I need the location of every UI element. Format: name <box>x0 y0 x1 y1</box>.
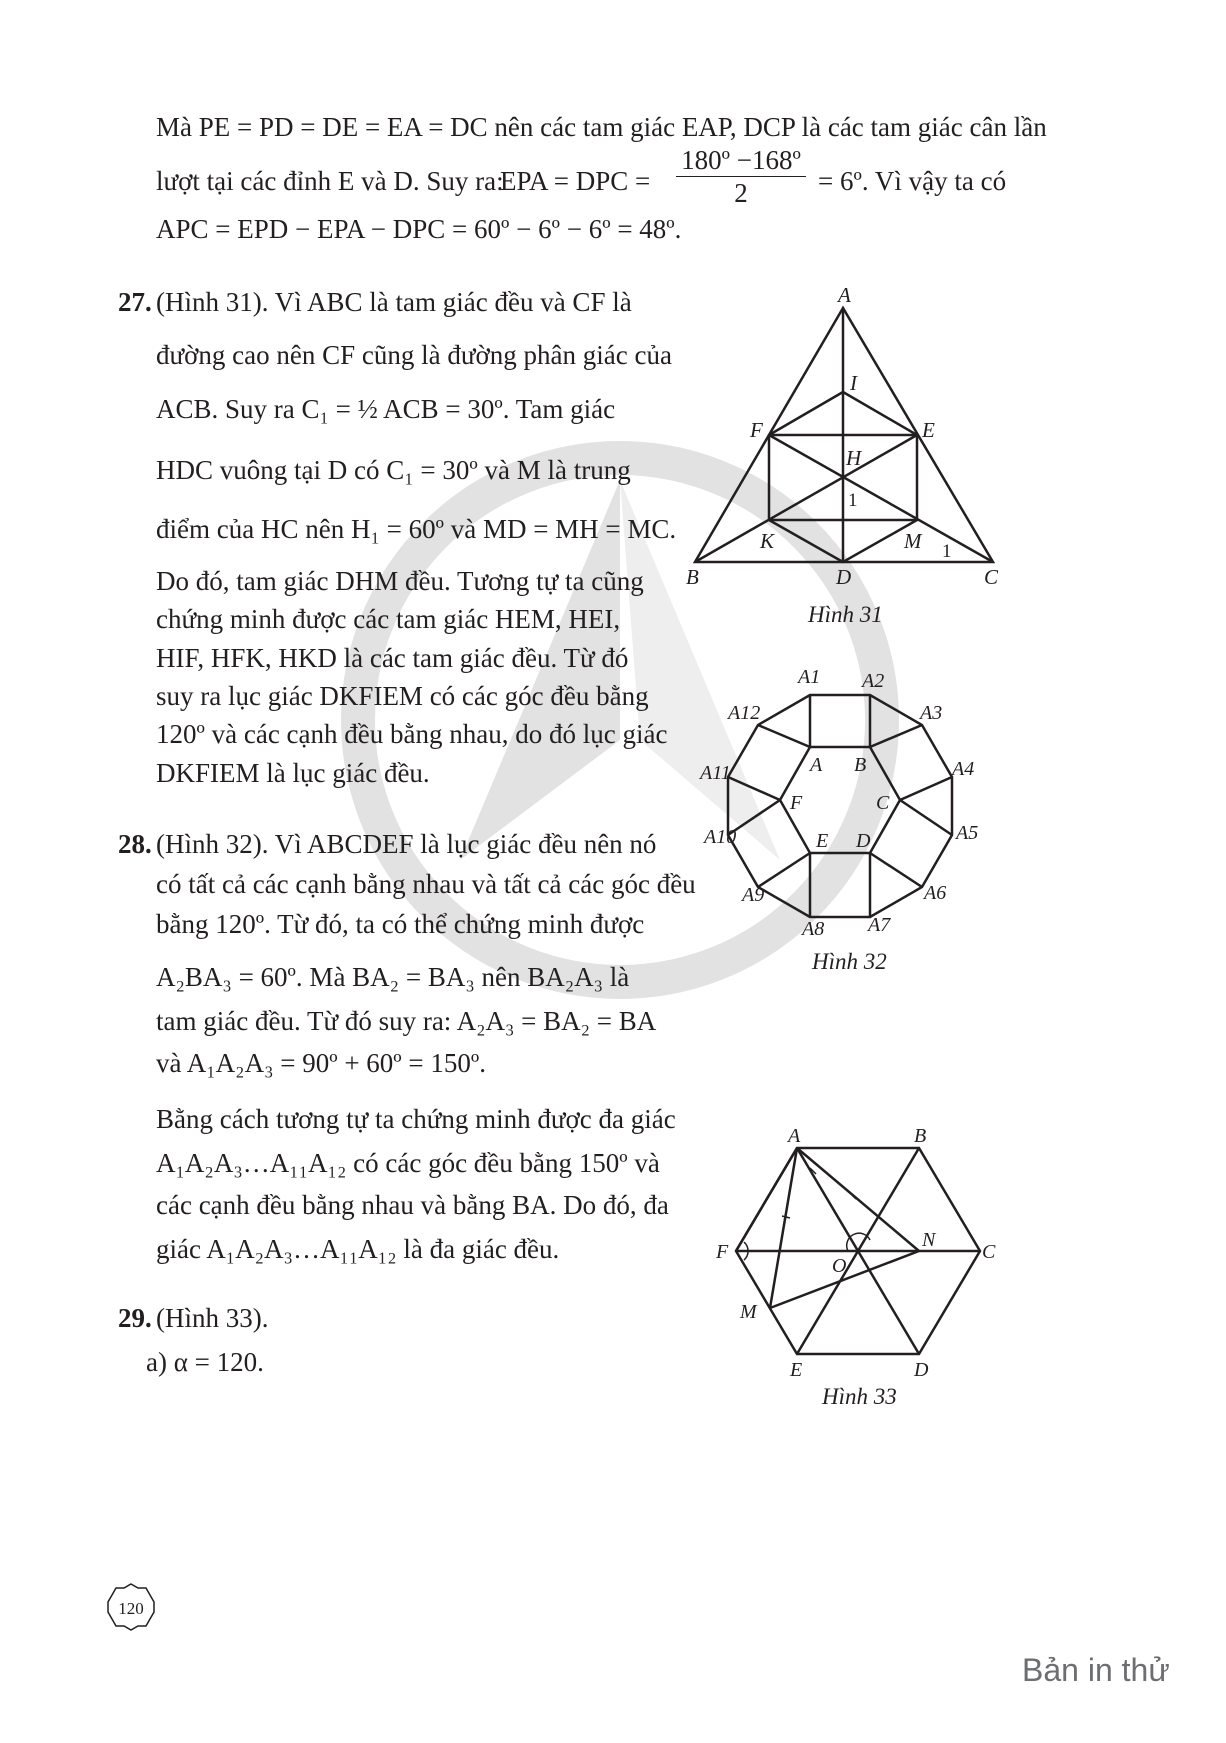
fig32-label-A3: A3 <box>920 702 943 724</box>
fig32-label-A10: A10 <box>704 826 737 848</box>
figure-31 <box>680 280 1020 640</box>
p28-line-2: có tất cả các cạnh bằng nhau và tất cả các góc đều <box>156 869 696 899</box>
fig33-label-O: O <box>832 1255 847 1277</box>
p27-line-10: 120º và các cạnh đều bằng nhau, do đó lục giác <box>156 719 668 749</box>
p27-line-6: Do đó, tam giác DHM đều. Tương tự ta cũng <box>156 566 644 596</box>
p28-line-7: Bằng cách tương tự ta chứng minh được đa giác <box>156 1104 676 1134</box>
fig33-label-C: C <box>982 1241 996 1263</box>
fig31-label-E: E <box>922 418 935 442</box>
fig32-label-A11: A11 <box>700 762 731 784</box>
p28-line-6: và A₁A₂A₃ = 90º + 60º = 150º. <box>156 1048 487 1078</box>
problem-27-number: 27. <box>118 287 152 317</box>
p29-ref: (Hình 33). <box>156 1303 269 1333</box>
fig32-label-D: D <box>856 830 871 852</box>
fig33-label-D: D <box>914 1359 929 1381</box>
fig31-label-C: C <box>984 565 999 589</box>
fig31-label-M: M <box>904 529 922 553</box>
fig32-label-C: C <box>876 792 890 814</box>
p27-line-8: HIF, HFK, HKD là các tam giác đều. Từ đó <box>156 643 629 673</box>
intro-line-2b: = 6º. Vì vậy ta có <box>818 166 1007 196</box>
p28-line-10: giác A₁A₂A₃…A₁₁A₁₂ là đa giác đều. <box>156 1234 560 1264</box>
fig32-label-A8: A8 <box>802 918 825 940</box>
p28-line-5: tam giác đều. Từ đó suy ra: A₂A₃ = BA₂ = BA <box>156 1006 657 1036</box>
p28-line-9: các cạnh đều bằng nhau và bằng BA. Do đó, đa <box>156 1190 669 1220</box>
figure-32-caption: Hình 32 <box>812 949 887 974</box>
fig31-label-H: H <box>846 446 862 470</box>
fig32-label-E: E <box>816 830 829 852</box>
fig33-label-F: F <box>716 1241 729 1263</box>
fig32-label-F: F <box>790 792 803 814</box>
p27-line-5: điểm của HC nên H₁ = 60º và MD = MH = MC. <box>156 514 677 544</box>
p28-line-4: A₂BA₃ = 60º. Mà BA₂ = BA₃ nên BA₂A₃ là <box>156 962 630 992</box>
fig32-label-A9: A9 <box>742 884 765 906</box>
fig31-label-K: K <box>760 529 775 553</box>
fig32-label-B: B <box>854 754 867 776</box>
fig33-label-A: A <box>788 1125 801 1147</box>
fraction-numerator: 180º −168º <box>681 145 801 175</box>
problem-28-number: 28. <box>118 829 152 859</box>
p27-line-2: đường cao nên CF cũng là đường phân giác của <box>156 340 672 370</box>
fig31-label-angle-h1: 1 <box>848 490 858 511</box>
fig33-label-B: B <box>914 1125 927 1147</box>
intro-line-2a: lượt tại các đỉnh E và D. Suy ra: <box>156 166 504 196</box>
p28-line-1: (Hình 32). Vì ABCDEF là lục giác đều nên nó <box>156 829 657 859</box>
intro-line-2-angles: EPA = DPC = <box>500 166 651 196</box>
page-number: 120 <box>118 1599 144 1618</box>
fraction-denominator: 2 <box>734 178 748 208</box>
intro-line-1: Mà PE = PD = DE = EA = DC nên các tam giác EAP, DCP là các tam giác cân lần <box>156 112 1047 142</box>
fig33-label-M: M <box>740 1301 757 1323</box>
p27-line-1: (Hình 31). Vì ABC là tam giác đều và CF là <box>156 287 632 317</box>
fig32-label-A2: A2 <box>862 670 885 692</box>
fig31-label-F: F <box>750 418 763 442</box>
figure-31-caption: Hình 31 <box>808 602 883 627</box>
figure-33-caption: Hình 33 <box>822 1384 897 1409</box>
fig32-label-A4: A4 <box>952 758 975 780</box>
fig31-label-D: D <box>836 565 852 589</box>
fraction-bar <box>676 176 806 177</box>
page-number-badge <box>106 1582 156 1632</box>
fig32-label-A7: A7 <box>868 914 891 936</box>
p27-line-11: DKFIEM là lục giác đều. <box>156 758 430 788</box>
fig33-label-E: E <box>790 1359 803 1381</box>
fig31-label-A: A <box>838 283 851 307</box>
p28-line-3: bằng 120º. Từ đó, ta có thể chứng minh được <box>156 909 645 939</box>
figure-32 <box>690 655 1020 985</box>
p27-line-9: suy ra lục giác DKFIEM có các góc đều bằng <box>156 681 649 711</box>
fig32-label-A: A <box>810 754 823 776</box>
figure-33 <box>710 1118 1010 1418</box>
p27-line-7: chứng minh được các tam giác HEM, HEI, <box>156 604 621 634</box>
p29-part-a: a) α = 120. <box>146 1347 264 1377</box>
intro-line-3: APC = EPD − EPA − DPC = 60º − 6º − 6º = 48º. <box>156 214 682 244</box>
proof-mark: Bản in thử <box>1022 1652 1170 1688</box>
fig32-label-A1: A1 <box>798 666 821 688</box>
fig33-label-N: N <box>922 1229 936 1251</box>
p28-line-8: A₁A₂A₃…A₁₁A₁₂ có các góc đều bằng 150º và <box>156 1148 660 1178</box>
p27-line-3: ACB. Suy ra C₁ = ½ ACB = 30º. Tam giác <box>156 394 616 424</box>
fig31-label-I: I <box>850 371 857 395</box>
fig32-label-A12: A12 <box>728 702 761 724</box>
fig31-label-angle-c1: 1 <box>942 541 952 562</box>
fig31-label-B: B <box>686 565 699 589</box>
p27-line-4: HDC vuông tại D có C₁ = 30º và M là trung <box>156 455 631 485</box>
problem-29-number: 29. <box>118 1303 152 1333</box>
intro-fraction <box>676 146 806 207</box>
fig32-label-A5: A5 <box>956 822 979 844</box>
fig32-label-A6: A6 <box>924 882 947 904</box>
